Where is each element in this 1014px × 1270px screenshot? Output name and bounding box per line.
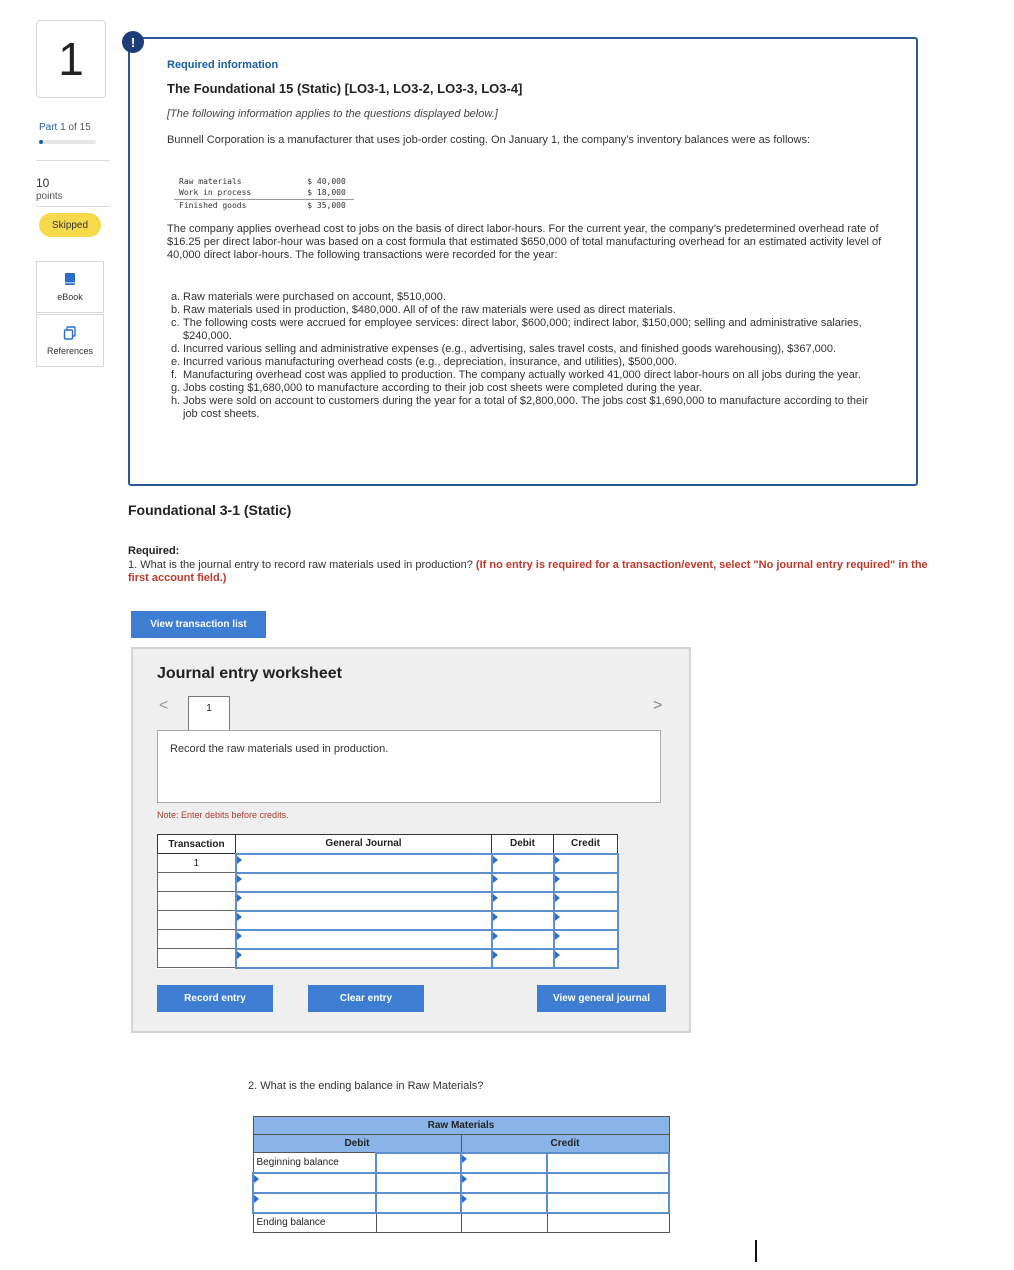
dropdown-marker-icon	[493, 932, 498, 940]
credit-label-input[interactable]	[461, 1153, 547, 1173]
part-progress-fill	[39, 140, 43, 144]
transaction-cell	[158, 930, 236, 949]
dropdown-marker-icon	[493, 894, 498, 902]
t-account-debit-header: Debit	[253, 1135, 461, 1153]
debit-amount-input[interactable]	[376, 1193, 461, 1213]
credit-input[interactable]	[554, 949, 618, 968]
account-input[interactable]	[236, 854, 492, 873]
debit-amount-input[interactable]	[376, 1173, 461, 1193]
account-input[interactable]	[236, 930, 492, 949]
clear-entry-button[interactable]: Clear entry	[308, 985, 424, 1012]
text-cursor	[755, 1240, 757, 1262]
worksheet-tab-1[interactable]: 1	[188, 696, 230, 730]
credit-amount-input[interactable]	[547, 1153, 669, 1173]
table-row	[253, 1153, 669, 1173]
dropdown-marker-icon	[555, 932, 560, 940]
dropdown-marker-icon	[254, 1175, 259, 1183]
inventory-label: Finished goods	[179, 200, 247, 210]
beginning-balance-label: Beginning balance	[253, 1153, 376, 1173]
book-icon	[63, 272, 77, 286]
ending-credit-label-cell	[461, 1213, 547, 1233]
overhead-paragraph: The company applies overhead cost to jobs on the basis of direct labor-hours. For the current year, the company’s predetermined overhead rate of $16.25 per direct labor-hour was based on a cost formula that estimated $650,000 of total manufacturing overhead for an estimated activity level of 40,000 direct labor-hours. The following transactions were recorded for the year:	[167, 223, 882, 261]
inventory-row	[174, 175, 354, 187]
dropdown-marker-icon	[237, 932, 242, 940]
debit-input[interactable]	[492, 949, 554, 968]
item-letter: d.	[171, 343, 181, 355]
dropdown-marker-icon	[462, 1195, 467, 1203]
dropdown-marker-icon	[237, 951, 242, 959]
intro-text: Bunnell Corporation is a manufacturer that uses job-order costing. On January 1, the company’s inventory balances were as follows:	[167, 134, 811, 146]
table-row	[158, 911, 618, 930]
required-information-panel	[128, 37, 918, 486]
ebook-button[interactable]	[36, 261, 104, 313]
list-item	[171, 291, 871, 304]
account-input[interactable]	[236, 911, 492, 930]
question-2-text: 2. What is the ending balance in Raw Materials?	[248, 1080, 484, 1092]
ending-credit-amount-cell	[547, 1213, 669, 1233]
dropdown-marker-icon	[237, 856, 242, 864]
points-value: 10	[36, 176, 50, 190]
question-number-box	[36, 20, 106, 98]
question-prompt: 1. What is the journal entry to record raw materials used in production?	[128, 559, 476, 571]
table-row	[158, 930, 618, 949]
table-row	[158, 854, 618, 873]
t-account-title-row	[253, 1117, 669, 1135]
required-information-heading: Required information	[167, 59, 279, 71]
list-item	[171, 382, 871, 395]
account-input[interactable]	[236, 949, 492, 968]
transaction-cell	[158, 949, 236, 968]
dropdown-marker-icon	[462, 1155, 467, 1163]
ebook-label: eBook	[57, 292, 83, 302]
dropdown-marker-icon	[237, 875, 242, 883]
journal-entry-table	[157, 834, 619, 969]
list-item	[171, 304, 871, 317]
inventory-row	[174, 187, 354, 199]
item-text: Manufacturing overhead cost was applied to production. The company actually worked 41,000 direct labor-hours on all jobs during the year.	[183, 369, 861, 381]
list-item	[171, 343, 871, 356]
item-letter: f.	[171, 369, 178, 381]
dropdown-marker-icon	[555, 875, 560, 883]
inventory-amount: $ 40,000	[307, 176, 346, 186]
beginning-balance-input[interactable]	[376, 1153, 461, 1173]
list-item	[171, 317, 871, 343]
references-label: References	[46, 345, 94, 356]
account-input[interactable]	[236, 873, 492, 892]
part-indicator	[39, 122, 91, 133]
credit-input[interactable]	[554, 911, 618, 930]
list-item	[171, 369, 871, 382]
table-header-row	[158, 835, 618, 854]
table-row	[253, 1173, 669, 1193]
dropdown-marker-icon	[555, 913, 560, 921]
col-general-journal: General Journal	[236, 835, 492, 854]
transaction-cell	[158, 892, 236, 911]
ending-balance-label: Ending balance	[253, 1213, 376, 1233]
dropdown-marker-icon	[555, 856, 560, 864]
col-transaction: Transaction	[158, 835, 236, 854]
item-letter: e.	[171, 356, 181, 368]
question-title: Foundational 3-1 (Static)	[128, 502, 292, 518]
debit-input[interactable]	[492, 892, 554, 911]
question-instruction: (If no entry is required for a transaction/event, select "No journal entry required" in the first account field.)	[128, 559, 928, 584]
dropdown-marker-icon	[555, 894, 560, 902]
t-account-credit-header: Credit	[461, 1135, 669, 1153]
account-input[interactable]	[236, 892, 492, 911]
credit-input[interactable]	[554, 892, 618, 911]
col-credit: Credit	[554, 835, 618, 854]
transaction-cell	[158, 873, 236, 892]
dropdown-marker-icon	[493, 951, 498, 959]
table-row	[158, 949, 618, 968]
item-text: Raw materials used in production, $480,000. All of of the raw materials were used as direct materials.	[183, 304, 676, 316]
status-badge: Skipped	[39, 213, 101, 237]
credit-input[interactable]	[554, 854, 618, 873]
transaction-cell: 1	[158, 854, 236, 873]
item-text: Jobs costing $1,680,000 to manufacture according to their job cost sheets were completed during the year.	[183, 382, 703, 394]
worksheet-title: Journal entry worksheet	[157, 665, 342, 682]
list-item	[171, 356, 871, 369]
item-letter: h.	[171, 395, 181, 407]
view-transaction-list-button[interactable]: View transaction list	[131, 611, 266, 638]
item-text: Incurred various manufacturing overhead costs (e.g., depreciation, insurance, and utilities), $500,000.	[183, 356, 678, 368]
raw-materials-t-account	[252, 1116, 670, 1233]
dropdown-marker-icon	[237, 894, 242, 902]
item-letter: g.	[171, 382, 181, 394]
inventory-label: Raw materials	[179, 176, 242, 186]
table-row	[158, 892, 618, 911]
item-letter: a.	[171, 291, 181, 303]
item-text: Raw materials were purchased on account, $510,000.	[183, 291, 446, 303]
credit-label-input[interactable]	[461, 1173, 547, 1193]
dropdown-marker-icon	[493, 913, 498, 921]
t-account-header-row	[253, 1135, 669, 1153]
question-text	[128, 559, 928, 585]
debit-label-input[interactable]	[253, 1173, 376, 1193]
inventory-label: Work in process	[174, 187, 251, 199]
part-prefix: Part 1	[39, 122, 66, 133]
ending-balance-input[interactable]	[376, 1213, 461, 1233]
view-general-journal-button[interactable]: View general journal	[537, 985, 666, 1012]
journal-entry-worksheet	[131, 647, 691, 1033]
transactions-list	[171, 291, 871, 421]
debits-note: Note: Enter debits before credits.	[157, 810, 289, 820]
entry-description: Record the raw materials used in production.	[157, 730, 661, 803]
inventory-amount: $ 35,000	[307, 200, 346, 210]
applies-note: [The following information applies to the questions displayed below.]	[167, 108, 498, 120]
question-number: 1	[58, 33, 84, 85]
item-text: Jobs were sold on account to customers during the year for a total of $2,800,000. The jobs cost $1,690,000 to manufacture according to their job cost sheets.	[183, 395, 869, 420]
dropdown-marker-icon	[254, 1195, 259, 1203]
dropdown-marker-icon	[493, 875, 498, 883]
chevron-left-icon[interactable]: <	[159, 697, 169, 714]
transaction-cell	[158, 911, 236, 930]
table-row	[253, 1193, 669, 1213]
chevron-right-icon[interactable]: >	[653, 697, 663, 714]
debit-input[interactable]	[492, 873, 554, 892]
debit-input[interactable]	[492, 854, 554, 873]
part-suffix: of 15	[68, 122, 91, 133]
table-row	[253, 1213, 669, 1233]
debit-label-input[interactable]	[253, 1193, 376, 1213]
t-account-title: Raw Materials	[253, 1117, 669, 1135]
list-item	[171, 395, 871, 421]
credit-label-input[interactable]	[461, 1193, 547, 1213]
item-letter: c.	[171, 317, 180, 329]
alert-icon: !	[122, 31, 144, 53]
part-progress-bar	[39, 140, 96, 144]
debit-input[interactable]	[492, 911, 554, 930]
dropdown-marker-icon	[237, 913, 242, 921]
dropdown-marker-icon	[555, 951, 560, 959]
credit-amount-input[interactable]	[547, 1193, 669, 1213]
debit-input[interactable]	[492, 930, 554, 949]
sidebar-divider	[36, 160, 110, 161]
sidebar-divider	[36, 206, 110, 207]
item-text: The following costs were accrued for employee services: direct labor, $600,000; indirect labor, $150,000; selling and administrative salaries, $240,000.	[183, 317, 862, 342]
inventory-balances-table	[174, 175, 354, 211]
credit-input[interactable]	[554, 873, 618, 892]
dropdown-marker-icon	[462, 1175, 467, 1183]
credit-amount-input[interactable]	[547, 1173, 669, 1193]
problem-title: The Foundational 15 (Static) [LO3-1, LO3-2, LO3-3, LO3-4]	[167, 81, 523, 96]
dropdown-marker-icon	[493, 856, 498, 864]
inventory-row	[174, 199, 354, 211]
points-label: points	[36, 191, 63, 202]
item-text: Incurred various selling and administrative expenses (e.g., advertising, sales travel costs, and finished goods warehousing), $367,000.	[183, 343, 837, 355]
inventory-amount: $ 18,000	[251, 187, 354, 199]
record-entry-button[interactable]: Record entry	[157, 985, 273, 1012]
required-label: Required:	[128, 545, 180, 557]
table-row	[158, 873, 618, 892]
col-debit: Debit	[492, 835, 554, 854]
references-button[interactable]	[36, 314, 104, 367]
item-letter: b.	[171, 304, 181, 316]
credit-input[interactable]	[554, 930, 618, 949]
copy-icon	[63, 326, 77, 340]
